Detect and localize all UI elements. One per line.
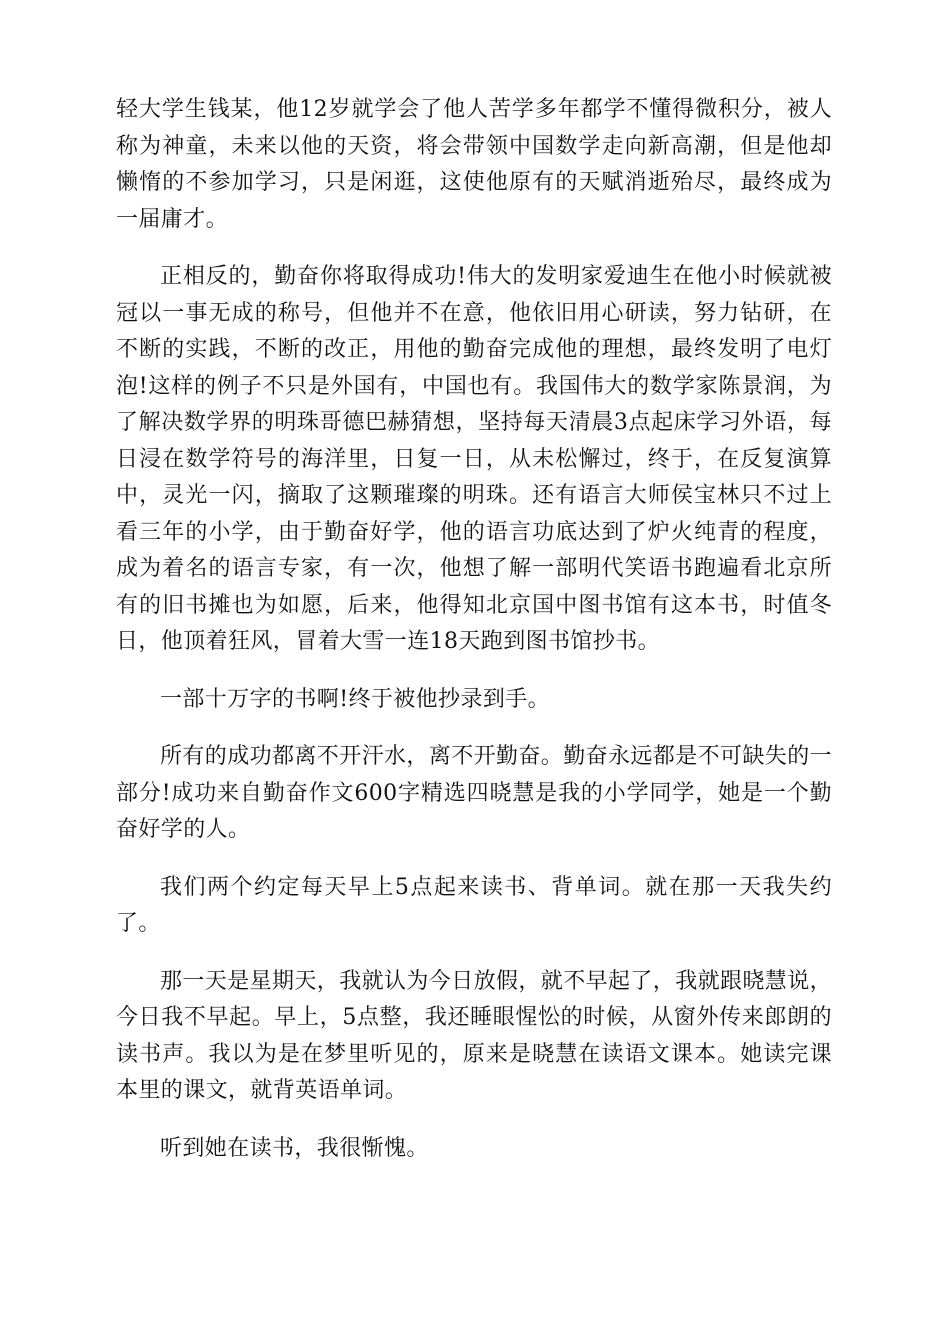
paragraph-5: 我们两个约定每天早上5点起来读书、背单词。就在那一天我失约了。 (116, 874, 832, 936)
paragraph-3: 一部十万字的书啊!终于被他抄录到手。 (160, 686, 551, 712)
paragraph-2: 正相反的，勤奋你将取得成功!伟大的发明家爱迪生在他小时候就被冠以一事无成的称号，但他并不在意，他依旧用心研读，努力钻研，在不断的实践，不断的改正，用他的勤奋完成他的理想，最终发明了电灯泡!这样的例子不只是外国有，中国也有。我国伟大的数学家陈景润，为了解决数学界的明珠哥德巴赫猜想，坚持每天清晨3点起床学习外语，每日浸在数学符号的海洋里，日复一日，从未松懈过，终于，在反复演算中，灵光一闪，摘取了这颗璀璨的明珠。还有语言大师侯宝林只不过上看三年的小学，由于勤奋好学，他的语言功底达到了炉火纯青的程度，成为着名的语言专家，有一次，他想了解一部明代笑语书跑遍看北京所有的旧书摊也为如愿，后来，他得知北京国中图书馆有这本书，时值冬日，他顶着狂风，冒着大雪一连18天跑到图书馆抄书。 (116, 264, 832, 654)
paragraph-6: 那一天是星期天，我就认为今日放假，就不早起了，我就跟晓慧说，今日我不早起。早上，5点整，我还睡眼惺忪的时候，从窗外传来郎朗的读书声。我以为是在梦里听见的，原来是晓慧在读语文课本。她读完课本里的课文，就背英语单词。 (116, 968, 833, 1103)
document-body (116, 92, 832, 1188)
paragraph-4: 所有的成功都离不开汗水，离不开勤奋。勤奋永远都是不可缺失的一部分!成功来自勤奋作文600字精选四晓慧是我的小学同学，她是一个勤奋好学的人。 (116, 744, 833, 842)
paragraph-7: 听到她在读书，我很惭愧。 (160, 1135, 429, 1161)
paragraph-1: 轻大学生钱某，他12岁就学会了他人苦学多年都学不懂得微积分，被人称为神童，未来以他的天资，将会带领中国数学走向新高潮，但是他却懒惰的不参加学习，只是闲逛，这使他原有的天赋消逝殆尽，最终成为一届庸才。 (116, 97, 832, 232)
